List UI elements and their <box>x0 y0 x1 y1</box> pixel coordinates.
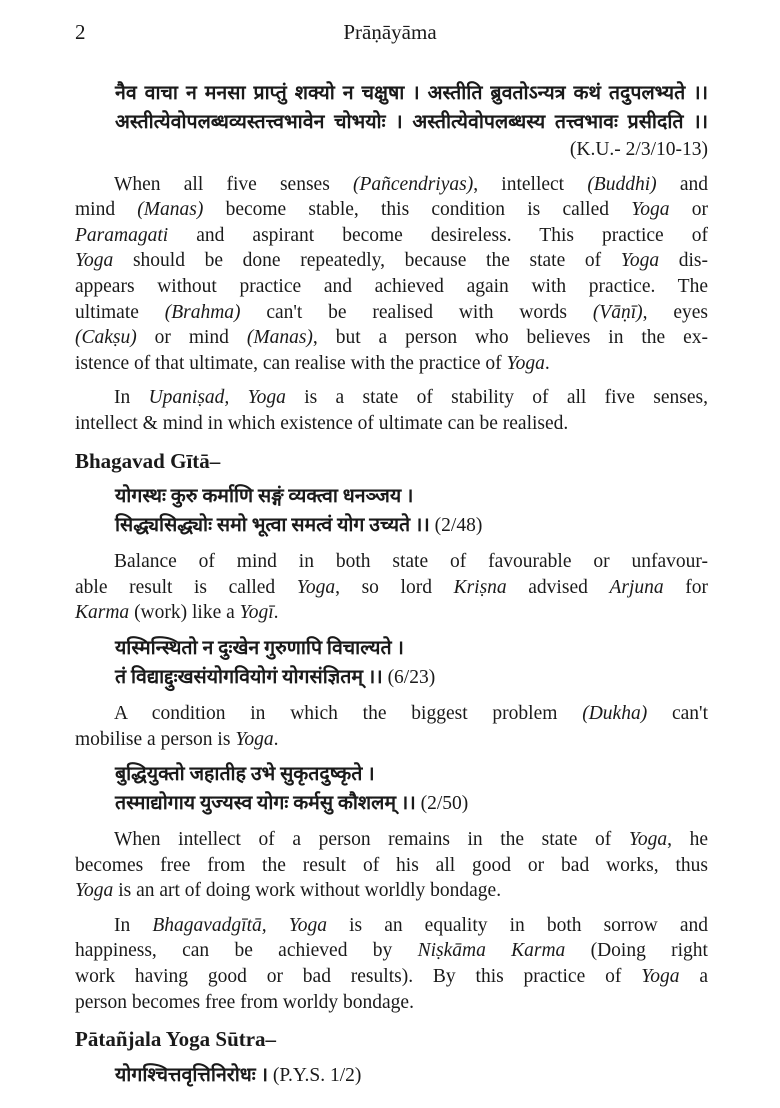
text: When all five senses <box>114 173 353 195</box>
text: work having good or bad results). By this practice of <box>75 966 642 988</box>
text: , he <box>667 829 708 851</box>
text-line <box>75 701 708 727</box>
text-line <box>75 853 708 879</box>
text: , but a person who believes in the ex- <box>312 327 708 349</box>
text: नैव वाचा न मनसा प्राप्तुं शक्यो न चक्षुषा । अस्तीति ब्रुवतोऽन्यत्र कथं तदुपलभ्यते ।। <box>115 83 708 104</box>
text-line <box>75 878 708 904</box>
text-line <box>75 248 708 274</box>
text: Bhagavad Gītā– <box>75 448 221 473</box>
italic-term: (Brahma) <box>164 301 241 323</box>
text: can't <box>647 702 708 724</box>
text: तं विद्याद्दुःखसंयोगवियोगं योगसंज्ञितम् ।। <box>115 666 388 688</box>
paragraph <box>75 701 708 752</box>
citation: (2/48) <box>434 515 483 537</box>
citation: (P.Y.S. 1/2) <box>272 1064 362 1086</box>
text-line <box>75 172 708 198</box>
text: . <box>544 352 550 374</box>
text: mind <box>75 199 138 221</box>
sanskrit-verse <box>75 760 708 818</box>
italic-term: Niṣkāma Karma <box>417 940 566 962</box>
section-heading <box>75 449 708 475</box>
italic-term: Yoga <box>641 966 680 988</box>
italic-term: (Cakṣu) <box>75 327 137 349</box>
text: a <box>679 966 709 988</box>
text: योगस्थः कुरु कर्माणि सङ्गं व्यक्त्वा धनञ्जय । <box>115 486 414 508</box>
text: and aspirant become desireless. This practice of <box>168 224 708 246</box>
page-number: 2 <box>75 20 86 44</box>
text: appears without practice and achieved again with practice. The <box>75 275 708 297</box>
paragraph <box>75 172 708 377</box>
text-line <box>115 511 708 540</box>
text: intellect & mind in which existence of ultimate can be realised. <box>75 412 569 434</box>
italic-term: (Manas) <box>246 327 313 349</box>
sanskrit-verse <box>75 482 708 540</box>
text: or mind <box>136 327 247 349</box>
text: यस्मिन्स्थितो न दुःखेन गुरुणापि विचाल्यते । <box>115 637 404 659</box>
italic-term: Yoga <box>235 728 274 750</box>
sanskrit-verse <box>75 634 708 692</box>
italic-term: (Dukha) <box>582 702 648 724</box>
paragraph <box>75 385 708 436</box>
citation: (6/23) <box>387 666 436 688</box>
text-line <box>75 325 708 351</box>
verse-reference <box>75 137 708 163</box>
text: अस्तीत्येवोपलब्धव्यस्तत्त्वभावेन चोभयोः । अस्तीत्येवोपलब्धस्य तत्त्वभावः प्रसीदति ।। <box>115 112 708 133</box>
text: सिद्ध्यसिद्ध्योः समो भूत्वा समत्वं योग उच्यते ।। <box>115 515 435 537</box>
text: can't be realised with words <box>240 301 593 323</box>
italic-term: (Vāṇī) <box>592 301 643 323</box>
text: बुद्धियुक्तो जहातीह उभे सुकृतदुष्कृते । <box>115 764 375 786</box>
text: ultimate <box>75 301 165 323</box>
text: In <box>114 914 153 936</box>
text-line <box>115 482 708 511</box>
text: A condition in which the biggest problem <box>114 702 583 724</box>
text-line <box>75 137 708 163</box>
italic-term: Bhagavadgītā, Yoga <box>152 914 328 936</box>
paragraph <box>75 827 708 904</box>
sanskrit-verse <box>75 1061 708 1090</box>
text-line <box>75 575 708 601</box>
text-line <box>75 938 708 964</box>
text-line <box>75 600 708 626</box>
italic-term: (Pañcendriyas) <box>353 173 474 195</box>
text-line <box>75 274 708 300</box>
text: is an equality in both sorrow and <box>327 914 708 936</box>
text-line <box>115 634 708 663</box>
text: In <box>114 387 149 409</box>
text: Balance of mind in both state of favourable or unfavour- <box>114 551 708 573</box>
text: When intellect of a person remains in the state of <box>114 829 629 851</box>
italic-term: Yoga <box>628 829 668 851</box>
citation: (2/50) <box>420 793 469 815</box>
text: , eyes <box>642 301 708 323</box>
italic-term: Paramagati <box>75 224 169 246</box>
text-line <box>75 449 708 475</box>
text: for <box>663 576 708 598</box>
text-line <box>75 223 708 249</box>
text-line <box>75 549 708 575</box>
text: तस्माद्योगाय युज्यस्व योगः कर्मसु कौशलम् ।। <box>115 793 421 815</box>
italic-term: (Buddhi) <box>587 173 657 195</box>
section-heading <box>75 1027 708 1053</box>
text-line <box>115 108 708 137</box>
text: istence of that ultimate, can realise with the practice of <box>75 352 507 374</box>
text: is a state of stability of all five senses, <box>285 387 708 409</box>
text: dis- <box>659 250 709 272</box>
italic-term: Yogī <box>239 602 274 624</box>
text-line <box>75 197 708 223</box>
running-title: Prāṇāyāma <box>343 20 437 44</box>
text-line <box>75 727 708 753</box>
text: becomes free from the result of his all good or bad works, thus <box>75 854 708 876</box>
italic-term: Yoga <box>506 352 545 374</box>
italic-term: Arjuna <box>609 576 664 598</box>
italic-term: (Manas) <box>137 199 204 221</box>
text-line <box>75 1027 708 1053</box>
text: become stable, this condition is called <box>203 199 632 221</box>
text: should be done repeatedly, because the state of <box>113 250 621 272</box>
text-line <box>115 663 708 692</box>
text: . <box>273 602 279 624</box>
text-line <box>75 385 708 411</box>
text: person becomes free from worldy bondage. <box>75 991 414 1013</box>
text: is an art of doing work without worldly bondage. <box>113 880 502 902</box>
sanskrit-verse <box>75 79 708 137</box>
text-line <box>75 964 708 990</box>
text-line <box>75 411 708 437</box>
text: able result is called <box>75 576 297 598</box>
text: (Doing right <box>565 940 708 962</box>
text-line <box>115 1061 708 1090</box>
paragraph <box>75 913 708 1015</box>
text: advised <box>506 576 610 598</box>
text-line <box>115 79 708 108</box>
paragraph <box>75 549 708 626</box>
text: happiness, can be achieved by <box>75 940 418 962</box>
italic-term: Karma <box>75 602 130 624</box>
text: , intellect <box>473 173 588 195</box>
text: (K.U.- 2/3/10-13) <box>569 139 708 160</box>
italic-term: Yoga <box>75 250 114 272</box>
text-line <box>75 990 708 1016</box>
text-line <box>75 827 708 853</box>
text-line <box>115 789 708 818</box>
text: or <box>669 199 708 221</box>
text: and <box>656 173 708 195</box>
page-body <box>75 71 708 1090</box>
italic-term: Yoga <box>75 880 114 902</box>
text-line <box>75 351 708 377</box>
text: mobilise a person is <box>75 728 236 750</box>
italic-term: Upaniṣad, Yoga <box>148 387 286 409</box>
text: योगश्चित्तवृत्तिनिरोधः । <box>115 1064 273 1086</box>
italic-term: Yoga <box>620 250 660 272</box>
text-line <box>115 760 708 789</box>
italic-term: Kriṣna <box>453 576 507 598</box>
text: , so lord <box>335 576 454 598</box>
text-line <box>75 300 708 326</box>
italic-term: Yoga <box>631 199 670 221</box>
text-line <box>75 913 708 939</box>
italic-term: Yoga <box>296 576 336 598</box>
text: . <box>273 728 279 750</box>
text: Pātañjala Yoga Sūtra– <box>75 1027 277 1052</box>
text: (work) like a <box>129 602 240 624</box>
